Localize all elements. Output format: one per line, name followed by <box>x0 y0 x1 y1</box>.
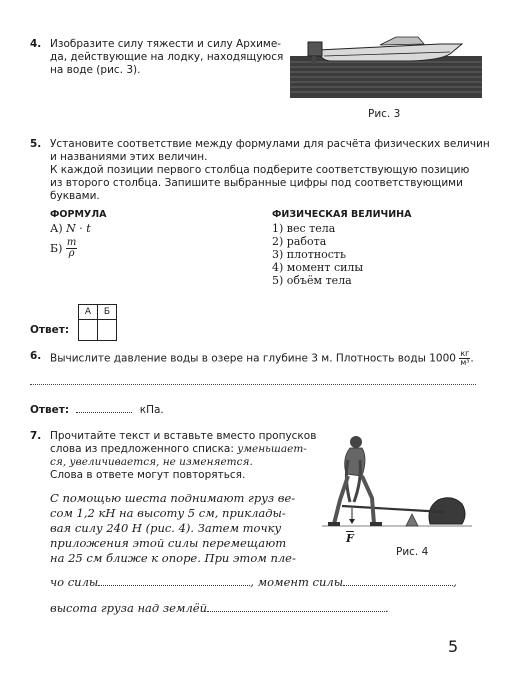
task5-number: 5. <box>30 138 42 150</box>
page-number: 5 <box>448 637 459 656</box>
task7-number: 7. <box>30 430 42 442</box>
task5-line: Установите соответствие между формулами для расчёта физических величин <box>50 138 490 150</box>
blank-arm-of-force[interactable] <box>98 585 250 586</box>
task4-line: да, действующие на лодку, находящуюся <box>50 51 284 63</box>
answer-header-b: Б <box>98 305 117 320</box>
task5-text <box>50 138 500 203</box>
task5-line: из второго столбца. Запишите выбранные цифры под соответствующими <box>50 177 463 189</box>
force-label: $\overline{F}$ <box>346 532 354 545</box>
blank-load-height[interactable] <box>207 611 385 612</box>
lever-figure <box>322 428 472 540</box>
task5-line: буквами. <box>50 190 100 202</box>
task7-instructions: Прочитайте текст и вставьте вместо пропусков слова из предложенного списка: уменьшает- ся, увеличивается, не изменяется. Слова в ответе могут повторяться. <box>50 430 330 482</box>
task4-text <box>50 38 290 77</box>
task5-answer-label: Ответ: <box>30 324 70 336</box>
task5-line: и названиями этих величин. <box>50 151 208 163</box>
answer-cell-b[interactable] <box>98 320 117 341</box>
task7-fill-line-1: чо силы , момент силы , <box>50 575 457 589</box>
task7-passage: С помощью шеста поднимают груз ве- сом 1,2 кН на высоту 5 см, приклады- вая силу 240 Н (рис. 4). Затем точку приложения этой силы перемещают на 25 см ближе к опоре. При этом пле- <box>50 491 296 565</box>
quantity-item: 2) работа <box>272 235 327 248</box>
task6-number: 6. <box>30 350 42 362</box>
task6-answer-blank[interactable] <box>76 412 132 413</box>
task4-line: на воде (рис. 3). <box>50 64 141 76</box>
quantity-item: 4) момент силы <box>272 261 364 274</box>
quantity-list <box>272 222 363 287</box>
task7-note: Слова в ответе могут повторяться. <box>50 469 246 481</box>
task5-line: К каждой позиции первого столбца подберите соответствующую позицию <box>50 164 470 176</box>
formula-b: Б) $\frac{m}{\rho}$ <box>50 237 77 259</box>
task7-line: Прочитайте текст и вставьте вместо пропусков <box>50 430 317 442</box>
task6-answer: Ответ: кПа. <box>30 404 164 416</box>
blank-moment-of-force[interactable] <box>343 585 453 586</box>
quantity-item: 5) объём тела <box>272 274 352 287</box>
task5-answer-table <box>78 304 117 341</box>
task6-text: Вычислите давление воды в озере на глубине 3 м. Плотность воды 1000 $\frac{кг}{\text{м³}}$ . <box>50 349 474 367</box>
answer-header-a: А <box>79 305 98 320</box>
task4-line: Изобразите силу тяжести и силу Архиме- <box>50 38 282 50</box>
task6-work-line[interactable] <box>30 384 476 385</box>
formula-a: А) N · t <box>50 222 91 235</box>
figure-4-caption: Рис. 4 <box>396 546 429 558</box>
answer-cell-a[interactable] <box>79 320 98 341</box>
task4-number: 4. <box>30 38 42 50</box>
task7-fill-line-2: высота груза над землёй . <box>50 601 389 615</box>
boat-figure <box>290 28 482 98</box>
quantity-item: 1) вес тела <box>272 222 336 235</box>
figure-3-caption: Рис. 3 <box>368 108 401 120</box>
quantity-column-header: ФИЗИЧЕСКАЯ ВЕЛИЧИНА <box>272 209 412 220</box>
formula-column-header: ФОРМУЛА <box>50 209 107 220</box>
quantity-item: 3) плотность <box>272 248 347 261</box>
